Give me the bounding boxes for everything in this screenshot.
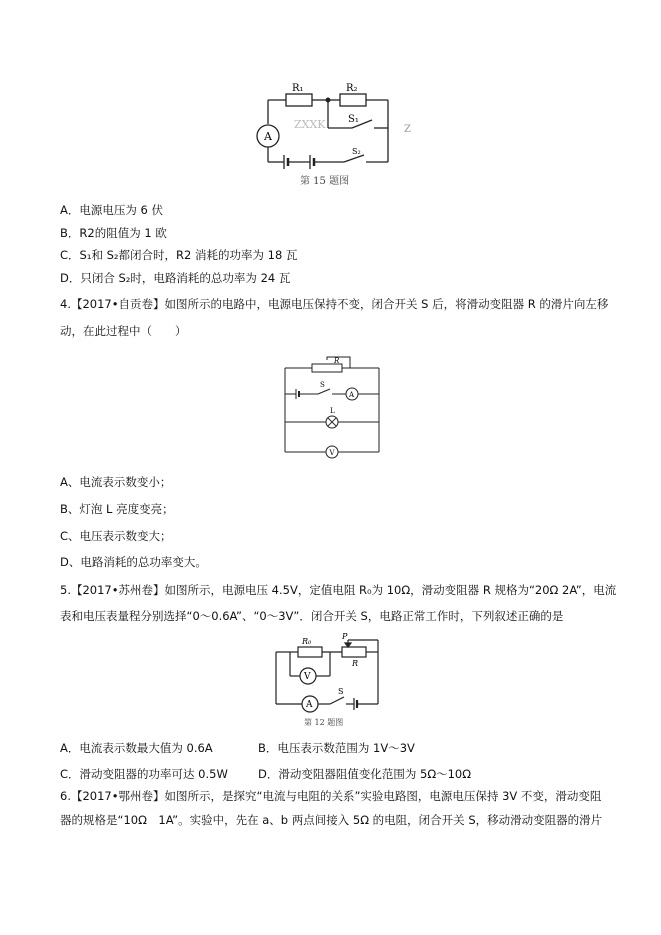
q3-option-b: B．R2的阻值为 1 欧 — [60, 226, 167, 240]
q5-fig-a-label: A — [306, 700, 313, 710]
q5-fig-p-label: P — [342, 632, 348, 641]
q4-fig-s-label: S — [320, 381, 325, 389]
q4-option-b: B、灯泡 L 亮度变亮； — [60, 502, 174, 516]
q5-fig-v-label: V — [304, 672, 311, 682]
q5-option-a: A．电流表示数最大值为 0.6A — [60, 741, 213, 755]
fig15-ammeter-label: A — [264, 130, 272, 143]
q3-option-d: D．只闭合 S₂时，电路消耗的总功率为 24 瓦 — [60, 271, 291, 285]
fig15-r1-label: R₁ — [292, 83, 304, 94]
q5-stem-line2: 表和电压表量程分别选择“0～0.6A”、“0～3V”．闭合开关 S，电路正常工作时，下列叙述正确的是 — [60, 609, 564, 623]
q5-fig-caption: 第 12 题图 — [304, 718, 344, 727]
q6-stem-line1: 6.【2017•鄂州卷】如图所示，是探究“电流与电阻的关系”实验电路图，电源电压保持 3V 不变，滑动变阻 — [60, 789, 602, 803]
q3-option-a: A．电源电压为 6 伏 — [60, 203, 163, 217]
q5-fig-r0-label: R₀ — [302, 637, 312, 646]
q3-option-c: C．S₁和 S₂都闭合时，R2 消耗的功率为 18 瓦 — [60, 248, 298, 262]
fig15-caption: 第 15 题图 — [300, 176, 350, 187]
q5-fig-s-label: S — [338, 687, 344, 696]
circuit-figure-15 — [248, 80, 428, 190]
q5-option-d: D．滑动变阻器阻值变化范围为 5Ω～10Ω — [258, 767, 472, 781]
q4-option-c: C、电压表示数变大； — [60, 529, 172, 543]
q4-stem-line1: 4.【2017•自贡卷】如图所示的电路中，电源电压保持不变，闭合开关 S 后，将滑动变阻器 R 的滑片向左移 — [60, 297, 609, 311]
q5-stem-line1: 5.【2017•苏州卷】如图所示，电源电压 4.5V，定值电阻 R₀为 10Ω，滑动变阻器 R 规格为“20Ω 2A”，电流 — [60, 583, 617, 597]
fig15-watermark: ZXXK — [294, 118, 326, 131]
q4-option-a: A、电流表示数变小； — [60, 475, 172, 489]
q4-stem-line2: 动，在此过程中（ ） — [60, 324, 187, 338]
fig15-s1-label: S₁ — [348, 114, 359, 125]
circuit-figure-q4 — [282, 356, 382, 460]
q4-option-d: D、电路消耗的总功率变大。 — [60, 555, 207, 569]
q4-fig-l-label: L — [330, 407, 335, 415]
q6-stem-line2: 器的规格是“10Ω 1A”。实验中，先在 a、b 两点间接入 5Ω 的电阻，闭合开关 S，移动滑动变阻器的滑片 — [60, 813, 603, 827]
q5-option-c: C．滑动变阻器的功率可达 0.5W — [60, 767, 228, 781]
fig15-s2-label: S₂ — [352, 147, 361, 156]
q4-fig-r-label: R — [334, 357, 340, 365]
q4-fig-a-label: A — [349, 391, 355, 399]
circuit-figure-q5 — [268, 632, 384, 730]
q5-option-b: B．电压表示数范围为 1V～3V — [258, 741, 415, 755]
fig15-r2-label: R₂ — [346, 83, 358, 94]
q5-fig-r-label: R — [352, 659, 359, 668]
fig15-extra-mark: Z — [404, 124, 411, 135]
q4-fig-v-label: V — [329, 449, 335, 457]
